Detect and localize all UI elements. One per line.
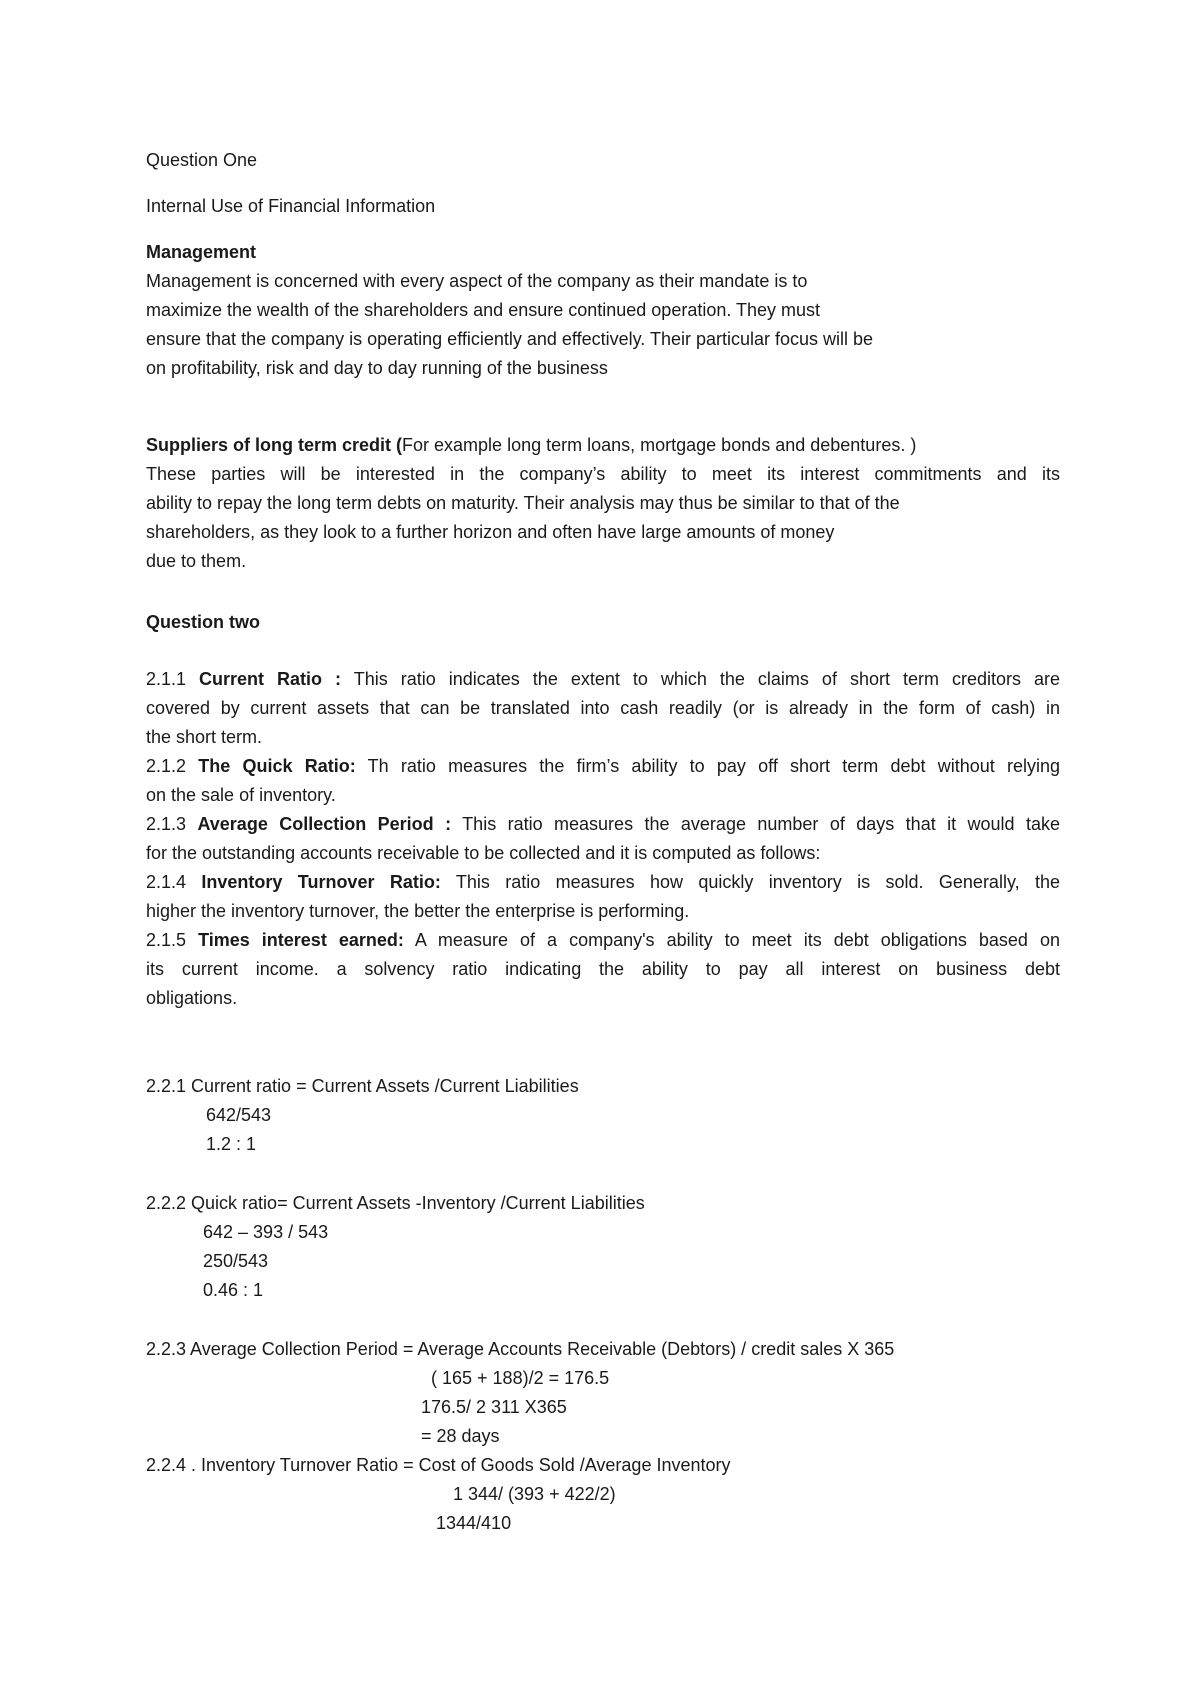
definition-2-1-1 xyxy=(146,668,1060,690)
calc-2-2-3: 2.2.3 Average Collection Period = Average Accounts Receivable (Debtors) / credit sales X 365 xyxy=(146,1339,895,1359)
question-one-heading: Question One xyxy=(146,150,258,170)
definition-2-1-4 xyxy=(146,871,1060,893)
definition-text: This ratio measures how quickly inventory is sold. Generally, the xyxy=(440,872,1060,892)
calc-step: 1344/410 xyxy=(436,1513,512,1533)
definition-number: 2.1.4 xyxy=(146,872,202,892)
internal-use-subheading: Internal Use of Financial Information xyxy=(146,196,436,216)
definition-term: The Quick Ratio: xyxy=(198,756,356,776)
definition-line: covered by current assets that can be translated into cash readily (or is already in the form of cash) in xyxy=(146,698,1060,718)
suppliers-heading-bold: Suppliers of long term credit ( xyxy=(146,435,403,455)
suppliers-heading-example: For example long term loans, mortgage bonds and debentures. ) xyxy=(402,435,917,455)
suppliers-line: due to them. xyxy=(146,551,247,571)
suppliers-line: These parties will be interested in the company’s ability to meet its interest commitments and its xyxy=(146,464,1060,484)
suppliers-heading xyxy=(146,434,916,456)
definition-line: for the outstanding accounts receivable to be collected and it is computed as follows: xyxy=(146,843,821,863)
definition-term: Current Ratio : xyxy=(199,669,342,689)
definition-2-1-2 xyxy=(146,755,1060,777)
management-line: on profitability, risk and day to day running of the business xyxy=(146,358,608,378)
management-heading: Management xyxy=(146,242,257,262)
calc-step: ( 165 + 188)/2 = 176.5 xyxy=(431,1368,610,1388)
definition-line: the short term. xyxy=(146,727,263,747)
definition-term: Average Collection Period : xyxy=(197,814,452,834)
definition-number: 2.1.3 xyxy=(146,814,198,834)
calc-2-2-4: 2.2.4 . Inventory Turnover Ratio = Cost of Goods Sold /Average Inventory xyxy=(146,1455,731,1475)
definition-text: A measure of a company's ability to meet its debt obligations based on xyxy=(403,930,1060,950)
calc-step: 176.5/ 2 311 X365 xyxy=(421,1397,567,1417)
calc-step: 1 344/ (393 + 422/2) xyxy=(453,1484,616,1504)
definition-number: 2.1.2 xyxy=(146,756,199,776)
suppliers-line: ability to repay the long term debts on maturity. Their analysis may thus be similar to that of the xyxy=(146,493,900,513)
definition-text: Th ratio measures the firm’s ability to pay off short term debt without relying xyxy=(355,756,1061,776)
management-line: maximize the wealth of the shareholders and ensure continued operation. They must xyxy=(146,300,821,320)
definition-2-1-3 xyxy=(146,813,1060,835)
definition-number: 2.1.5 xyxy=(146,930,199,950)
definition-text: This ratio measures the average number of days that it would take xyxy=(451,814,1060,834)
calc-2-2-1: 2.2.1 Current ratio = Current Assets /Current Liabilities xyxy=(146,1076,579,1096)
management-line: Management is concerned with every aspect of the company as their mandate is to xyxy=(146,271,808,291)
definition-line: its current income. a solvency ratio indicating the ability to pay all interest on business debt xyxy=(146,959,1060,979)
definition-line: on the sale of inventory. xyxy=(146,785,336,805)
definition-2-1-5 xyxy=(146,929,1060,951)
calc-2-2-2: 2.2.2 Quick ratio= Current Assets -Inventory /Current Liabilities xyxy=(146,1193,645,1213)
calc-step: 250/543 xyxy=(203,1251,269,1271)
calc-step: = 28 days xyxy=(421,1426,500,1446)
question-two-heading: Question two xyxy=(146,612,260,632)
definition-term: Times interest earned: xyxy=(198,930,404,950)
definition-term: Inventory Turnover Ratio: xyxy=(201,872,441,892)
definition-text: This ratio indicates the extent to which the claims of short term creditors are xyxy=(341,669,1061,689)
calc-step: 1.2 : 1 xyxy=(206,1134,257,1154)
suppliers-line: shareholders, as they look to a further horizon and often have large amounts of money xyxy=(146,522,835,542)
definition-line: higher the inventory turnover, the better the enterprise is performing. xyxy=(146,901,690,921)
definition-line: obligations. xyxy=(146,988,238,1008)
calc-step: 642 – 393 / 543 xyxy=(203,1222,329,1242)
management-line: ensure that the company is operating efficiently and effectively. Their particular focus will be xyxy=(146,329,874,349)
definition-number: 2.1.1 xyxy=(146,669,200,689)
calc-step: 642/543 xyxy=(206,1105,272,1125)
calc-step: 0.46 : 1 xyxy=(203,1280,264,1300)
